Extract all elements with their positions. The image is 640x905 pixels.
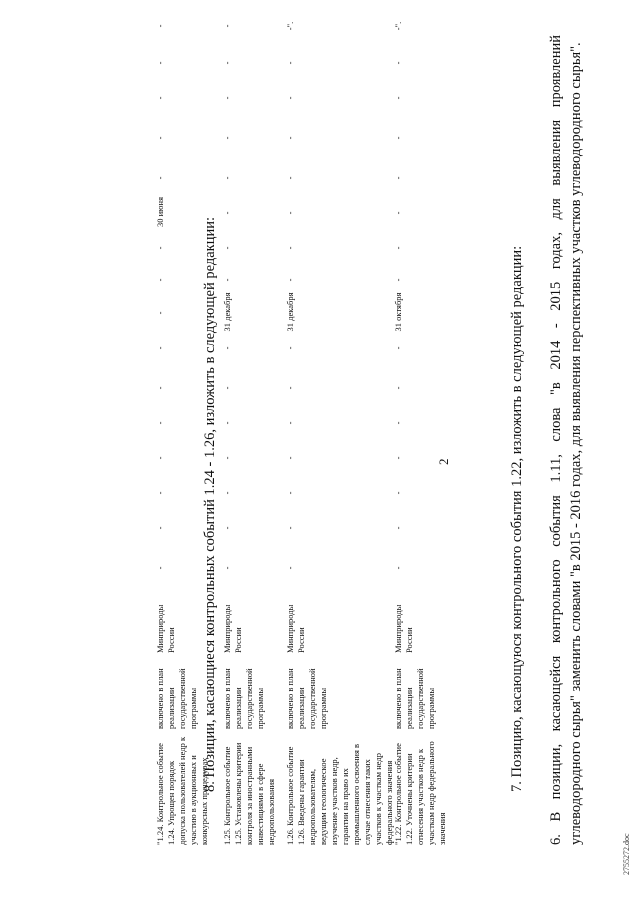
empty-dash-cell: - — [285, 211, 295, 215]
event-name-cell: "1.22. Контрольное событие 1.22. Уточнены критерии отнесения участков недр к участкам недр федерального значения — [393, 741, 447, 845]
empty-dash-cell: - — [222, 176, 232, 180]
empty-dash-cell: - — [222, 346, 232, 350]
empty-dash-cell: - — [222, 278, 232, 282]
empty-dash-cell: - — [393, 346, 403, 350]
empty-dash-cell: - — [155, 491, 165, 495]
empty-dash-cell: - — [285, 246, 295, 250]
status-cell: включено в план реализации государственной программы — [222, 668, 265, 729]
empty-dash-cell: - — [393, 246, 403, 250]
empty-dash-cell: - — [222, 386, 232, 390]
status-cell: включено в план реализации государственной программы — [393, 668, 436, 729]
empty-dash-cell: - — [393, 211, 403, 215]
empty-dash-cell: - — [393, 421, 403, 425]
table-row — [155, 15, 219, 845]
empty-dash-cell: - — [393, 491, 403, 495]
table-row — [222, 15, 278, 845]
empty-dash-cell: - — [222, 526, 232, 530]
empty-dash-cell: - — [393, 526, 403, 530]
empty-dash-cell: - — [222, 566, 232, 570]
table-row — [393, 15, 471, 845]
paragraph-6-line-1: 6. В позиции, касающейся контрольного события 1.11, слова "в 2014 - 2015 годах, для выявления проявлений — [548, 35, 564, 845]
row-end-cell: - — [155, 24, 165, 28]
empty-dash-cell: - — [155, 456, 165, 460]
empty-dash-cell: - — [155, 96, 165, 100]
row-end-cell: - — [222, 24, 232, 28]
empty-dash-cell: - — [155, 278, 165, 282]
page-number: 2 — [436, 458, 451, 465]
empty-dash-cell: - — [393, 61, 403, 65]
empty-dash-cell: - — [285, 136, 295, 140]
empty-dash-cell: - — [393, 566, 403, 570]
empty-dash-cell: - — [155, 386, 165, 390]
empty-dash-cell: - — [222, 421, 232, 425]
deadline-cell: 31 декабря — [222, 292, 232, 332]
empty-dash-cell: - — [285, 61, 295, 65]
row-end-cell: -". — [285, 21, 295, 31]
empty-dash-cell: - — [285, 96, 295, 100]
empty-dash-cell: - — [393, 386, 403, 390]
empty-dash-cell: - — [155, 246, 165, 250]
responsible-cell: Минприроды России — [222, 604, 243, 653]
deadline-cell: 30 июня — [155, 197, 165, 227]
empty-dash-cell: - — [222, 491, 232, 495]
empty-dash-cell: - — [393, 176, 403, 180]
event-name-cell: "1.24. Контрольное событие 1.24. Упрощен порядок допуска пользователей недр к участию в аукционных и конкурсных процедурах — [155, 736, 209, 845]
empty-dash-cell: - — [285, 566, 295, 570]
empty-dash-cell: - — [393, 456, 403, 460]
empty-dash-cell: - — [285, 176, 295, 180]
empty-dash-cell: - — [393, 278, 403, 282]
deadline-cell: 31 октября — [393, 292, 403, 332]
empty-dash-cell: - — [285, 346, 295, 350]
empty-dash-cell: - — [155, 526, 165, 530]
paragraph-6-line-2: углеводородного сырья" заменить словами "в 2015 - 2016 годах, для выявления перспективных участков углеводородного сырья". — [568, 42, 584, 845]
empty-dash-cell: - — [222, 246, 232, 250]
empty-dash-cell: - — [285, 421, 295, 425]
empty-dash-cell: - — [222, 136, 232, 140]
empty-dash-cell: - — [155, 566, 165, 570]
status-cell: включено в план реализации государственной программы — [285, 668, 328, 729]
responsible-cell: Минприроды России — [393, 604, 414, 653]
empty-dash-cell: - — [155, 176, 165, 180]
empty-dash-cell: - — [393, 96, 403, 100]
event-name-cell: 1.26. Контрольное событие 1.26. Введены гарантии недропользователям, ведущим геологическое изучение участков недр, гарантии на право их промышленного освоения в случае отнесения таких участков к участкам недр федерального значения — [285, 744, 394, 845]
responsible-cell: Минприроды России — [155, 604, 176, 653]
table-row — [285, 15, 397, 845]
empty-dash-cell: - — [285, 526, 295, 530]
empty-dash-cell: - — [155, 311, 165, 315]
paragraph-7: 7. Позицию, касающуюся контрольного события 1.22, изложить в следующей редакции: — [509, 245, 525, 792]
event-name-cell: 1.25. Контрольное событие 1.25. Установлены критерии контроля за иностранными инвестициями в сфере недропользования — [222, 742, 276, 845]
empty-dash-cell: - — [155, 421, 165, 425]
empty-dash-cell: - — [285, 278, 295, 282]
empty-dash-cell: - — [222, 211, 232, 215]
deadline-cell: 31 декабря — [285, 292, 295, 332]
paragraph-8: 8. Позиции, касающиеся контрольных событий 1.24 - 1.26, изложить в следующей редакции: — [202, 216, 218, 792]
row-end-cell: -". — [393, 21, 403, 31]
empty-dash-cell: - — [155, 136, 165, 140]
empty-dash-cell: - — [155, 346, 165, 350]
empty-dash-cell: - — [222, 61, 232, 65]
footer-doc-code: 2755272.doc — [622, 833, 631, 875]
empty-dash-cell: - — [393, 136, 403, 140]
empty-dash-cell: - — [285, 386, 295, 390]
status-cell: включено в план реализации государственной программы — [155, 668, 198, 729]
empty-dash-cell: - — [222, 96, 232, 100]
empty-dash-cell: - — [285, 456, 295, 460]
responsible-cell: Минприроды России — [285, 604, 306, 653]
empty-dash-cell: - — [155, 61, 165, 65]
empty-dash-cell: - — [222, 456, 232, 460]
empty-dash-cell: - — [285, 491, 295, 495]
